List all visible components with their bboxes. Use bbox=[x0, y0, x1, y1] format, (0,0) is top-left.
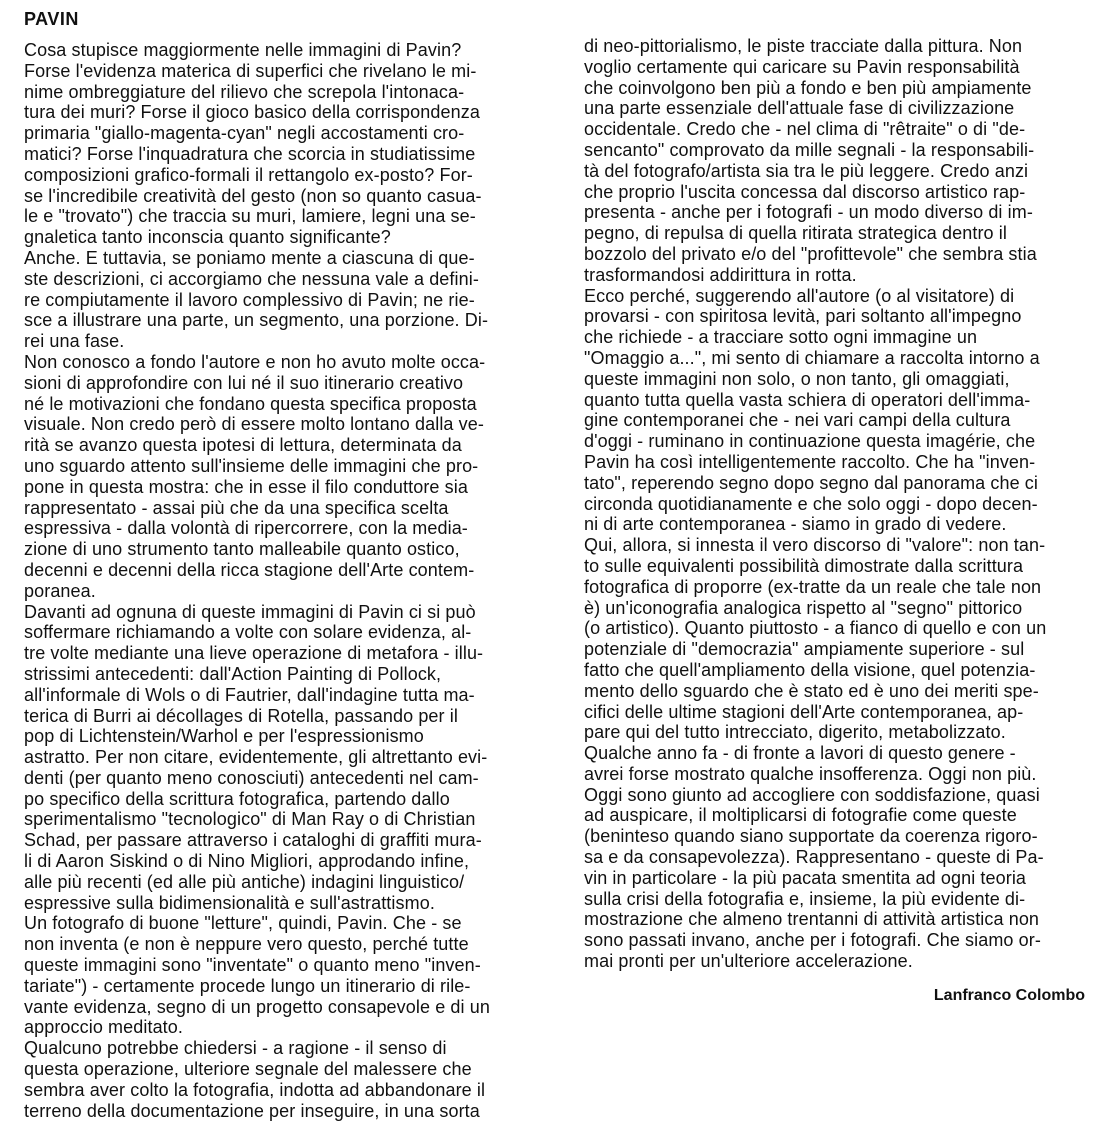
paragraph: Cosa stupisce maggiormente nelle immagini di Pavin? Forse l'evidenza materica di superfici che rivelano le mi- nime ombreggiature del rilievo che screpola l'intonaca- tura dei muri? Forse il gioco basico della corrispondenza primaria "giallo-magenta-cyan" negli accostamenti cro- matici? Forse l'inquadratura che scorcia in studiatissime composizioni grafico-formali il rettangolo ex-posto? For- se l'incredibile creatività del gesto (non so quanto casua- le e "trovato") che traccia su muri, lamiere, legni una se- gnaletica tanto inconscia quanto significante? bbox=[24, 40, 482, 248]
paragraph: Anche. E tuttavia, se poniamo mente a ciascuna di que- ste descrizioni, ci accorgiamo che nessuna vale a defini- re compiutamente il lavoro complessivo di Pavin; ne rie- sce a illustrare una parte, un segmento, una porzione. Di- rei una fase. bbox=[24, 247, 489, 352]
paragraph: Qui, allora, si innesta il vero discorso di "valore": non tan- to sulle equivalenti possibilità dimostrate dalla scrittura fotografica di proporre (ex-tratte da un reale che tale non è) un'iconografia analogica rispetto al "segno" pittorico (o artistico). Quanto piuttosto - a fianco di quello e con un potenziale di "democrazia" ampiamente superiore - sul fatto che quell'ampliamento della visione, quel potenzia- mento dello sguardo che è stato ed è uno dei meriti spe- cifici delle ultime stagioni dell'Arte contemporanea, ap- pare qui del tutto intrecciato, digerito, metabolizzato. bbox=[584, 535, 1047, 743]
paragraph: di neo-pittorialismo, le piste tracciate dalla pittura. Non voglio certamente qui caricare su Pavin responsabilità che coinvolgono ben più a fondo e ben più ampiamente una parte essenziale dell'attuale fase di civilizzazione occidentale. Credo che - nel clima di "rêtraite" o di "de- sencanto" comprovato da mille segnali - la responsabili- tà del fotografo/artista sia tra le più leggere. Credo anzi che proprio l'uscita concessa dal discorso artistico rap- presenta - anche per i fotografi - un modo diverso di im- pegno, di repulsa di quella ritirata strategica dentro il bozzolo del privato e/o del "profittevole" che sembra stia trasformandosi addirittura in rotta. bbox=[584, 36, 1037, 285]
paragraph: Non conosco a fondo l'autore e non ho avuto molte occa- sioni di approfondire con lui né il suo itinerario creativo né le motivazioni che fondano questa specifica proposta visuale. Non credo però di essere molto lontano dalla ve- rità se avanzo questa ipotesi di lettura, determinata da uno sguardo attento sull'insieme delle immagini che pro- pone in questa mostra: che in esse il filo conduttore sia rappresentato - assai più che da una specifica scelta espressiva - dalla volontà di ripercorrere, con la media- zione di uno strumento tanto malleabile quanto ostico, decenni e decenni della ricca stagione dell'Arte contem- poranea. bbox=[24, 351, 486, 601]
author-signature: Lanfranco Colombo bbox=[933, 987, 1085, 1004]
right-column bbox=[584, 36, 1084, 972]
article-title: PAVIN bbox=[24, 9, 79, 29]
paragraph: Qualcuno potrebbe chiedersi - a ragione - il senso di questa operazione, ulteriore segnale del malessere che sembra aver colto la fotografia, indotta ad abbandonare il terreno della documentazione per inseguire, in una sorta bbox=[24, 1038, 486, 1121]
paragraph: Ecco perché, suggerendo all'autore (o al visitatore) di provarsi - con spiritosa levità, pari soltanto all'impegno che richiede - a tracciare sotto ogni immagine un "Omaggio a...", mi sento di chiamare a raccolta intorno a queste immagini non solo, o non tanto, gli omaggiati, quanto tutta quella vasta schiera di operatori dell'imma- gine contemporanei che - nei vari campi della cultura d'oggi - ruminano in continuazione questa imagérie, che Pavin ha così intelligentemente raccolto. Che ha "inven- tato", reperendo segno dopo segno dal panorama che ci circonda quotidianamente e che solo oggi - dopo decen- ni di arte contemporanea - siamo in grado di vedere. bbox=[584, 285, 1040, 535]
paragraph: Qualche anno fa - di fronte a lavori di questo genere - avrei forse mostrato qualche insofferenza. Oggi non più. Oggi sono giunto ad accogliere con soddisfazione, quasi ad auspicare, il moltiplicarsi di fotografie come queste (beninteso quando siano supportate da coerenza rigoro- sa e da consapevolezza). Rappresentano - queste di Pa- vin in particolare - la più pacata smentita ad ogni teoria sulla crisi della fotografia e, insieme, la più evidente di- mostrazione che almeno trentanni di attività artistica non sono passati invano, anche per i fotografi. Che siamo or- mai pronti per un'ulteriore accelerazione. bbox=[584, 743, 1044, 972]
paragraph: Un fotografo di buone "letture", quindi, Pavin. Che - se non inventa (e non è neppure vero questo, perché tutte queste immagini sono "inventate" o quanto meno "inven- tariate") - certamente procede lungo un itinerario di rile- vante evidenza, segno di un progetto consapevole e di un approccio meditato. bbox=[24, 913, 490, 1038]
paragraph: Davanti ad ognuna di queste immagini di Pavin ci si può soffermare richiamando a volte con solare evidenza, al- tre volte mediante una lieve operazione di metafora - illu- strissimi antecedenti: dall'Action Painting di Pollock, all'informale di Wols o di Fautrier, dall'indagine tutta ma- terica di Burri ai décollages di Rotella, passando per il pop di Lichtenstein/Warhol e per l'espressionismo astratto. Per non citare, evidentemente, gli altrettanto evi- denti (per quanto meno conosciuti) antecedenti nel cam- po specifico della scrittura fotografica, partendo dallo sperimentalismo "tecnologico" di Man Ray o di Christian Schad, per passare attraverso i cataloghi di graffiti mura- li di Aaron Siskind o di Nino Migliori, approdando infine, alle più recenti (ed alle più antiche) indagini linguistico/ espressive sulla bidimensionalità e sull'astrattismo. bbox=[24, 601, 488, 913]
left-column bbox=[24, 40, 526, 1121]
